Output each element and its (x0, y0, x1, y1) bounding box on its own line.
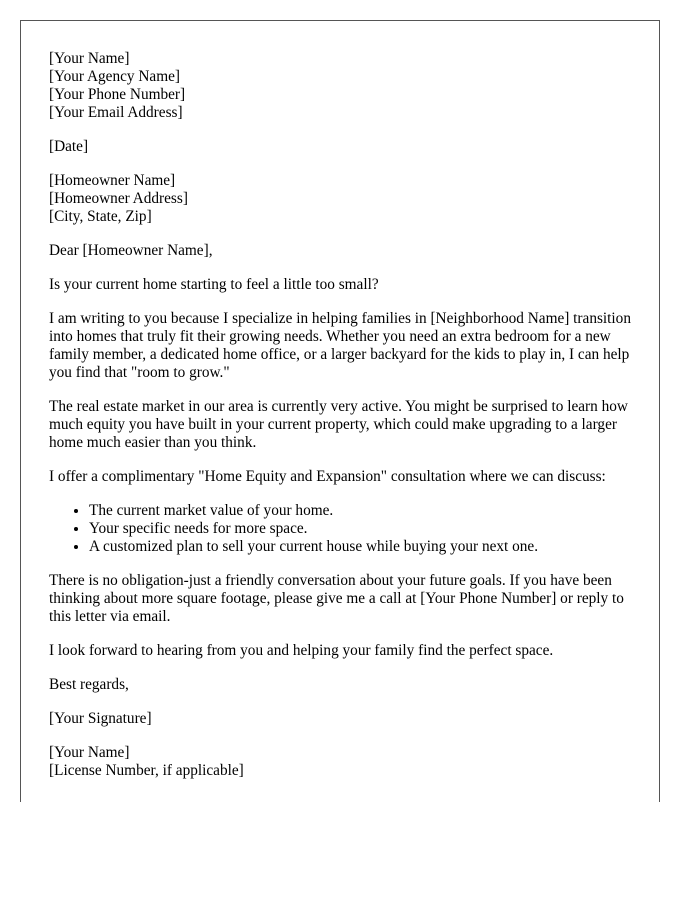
consultation-list (49, 502, 641, 556)
recipient-address: [Homeowner Address] (49, 190, 188, 207)
sender-agency: [Your Agency Name] (49, 68, 180, 85)
body-paragraph-3: I offer a complimentary "Home Equity and Expansion" consultation where we can discuss: (49, 468, 606, 485)
list-item: • The current market value of your home. (89, 502, 641, 520)
closing-license: [License Number, if applicable] (49, 762, 244, 779)
closing-block (49, 744, 641, 780)
body-paragraph-1: I am writing to you because I specialize in helping families in [Neighborhood Name] transition into homes that truly fit their growing needs. Whether you need an extra bedroom for a new family member, a dedicated home office, or a larger backyard for the kids to play in, I can help you find that "room to grow." (49, 310, 631, 381)
list-item: • A customized plan to sell your current house while buying your next one. (89, 538, 641, 556)
body-paragraph-5: I look forward to hearing from you and helping your family find the perfect space. (49, 642, 554, 659)
list-item: • Your specific needs for more space. (89, 520, 641, 538)
recipient-city-state-zip: [City, State, Zip] (49, 208, 152, 225)
sign-off: Best regards, (49, 676, 129, 693)
signature: [Your Signature] (49, 710, 152, 727)
letter-date: [Date] (49, 138, 89, 155)
sender-name: [Your Name] (49, 50, 130, 67)
salutation: Dear [Homeowner Name], (49, 242, 213, 259)
closing-name: [Your Name] (49, 744, 130, 761)
body-paragraph-4: There is no obligation-just a friendly conversation about your future goals. If you have been thinking about more square footage, please give me a call at [Your Phone Number] or reply to this letter via email. (49, 572, 624, 625)
letter-page (20, 20, 660, 802)
body-paragraph-2: The real estate market in our area is currently very active. You might be surprised to learn how much equity you have built in your current property, which could make upgrading to a larger home much easier than you think. (49, 398, 628, 451)
opening-question: Is your current home starting to feel a little too small? (49, 276, 379, 293)
sender-email: [Your Email Address] (49, 104, 183, 121)
recipient-name: [Homeowner Name] (49, 172, 176, 189)
sender-phone: [Your Phone Number] (49, 86, 186, 103)
sender-block (49, 50, 641, 122)
recipient-block (49, 172, 641, 226)
letter-content (49, 50, 641, 796)
